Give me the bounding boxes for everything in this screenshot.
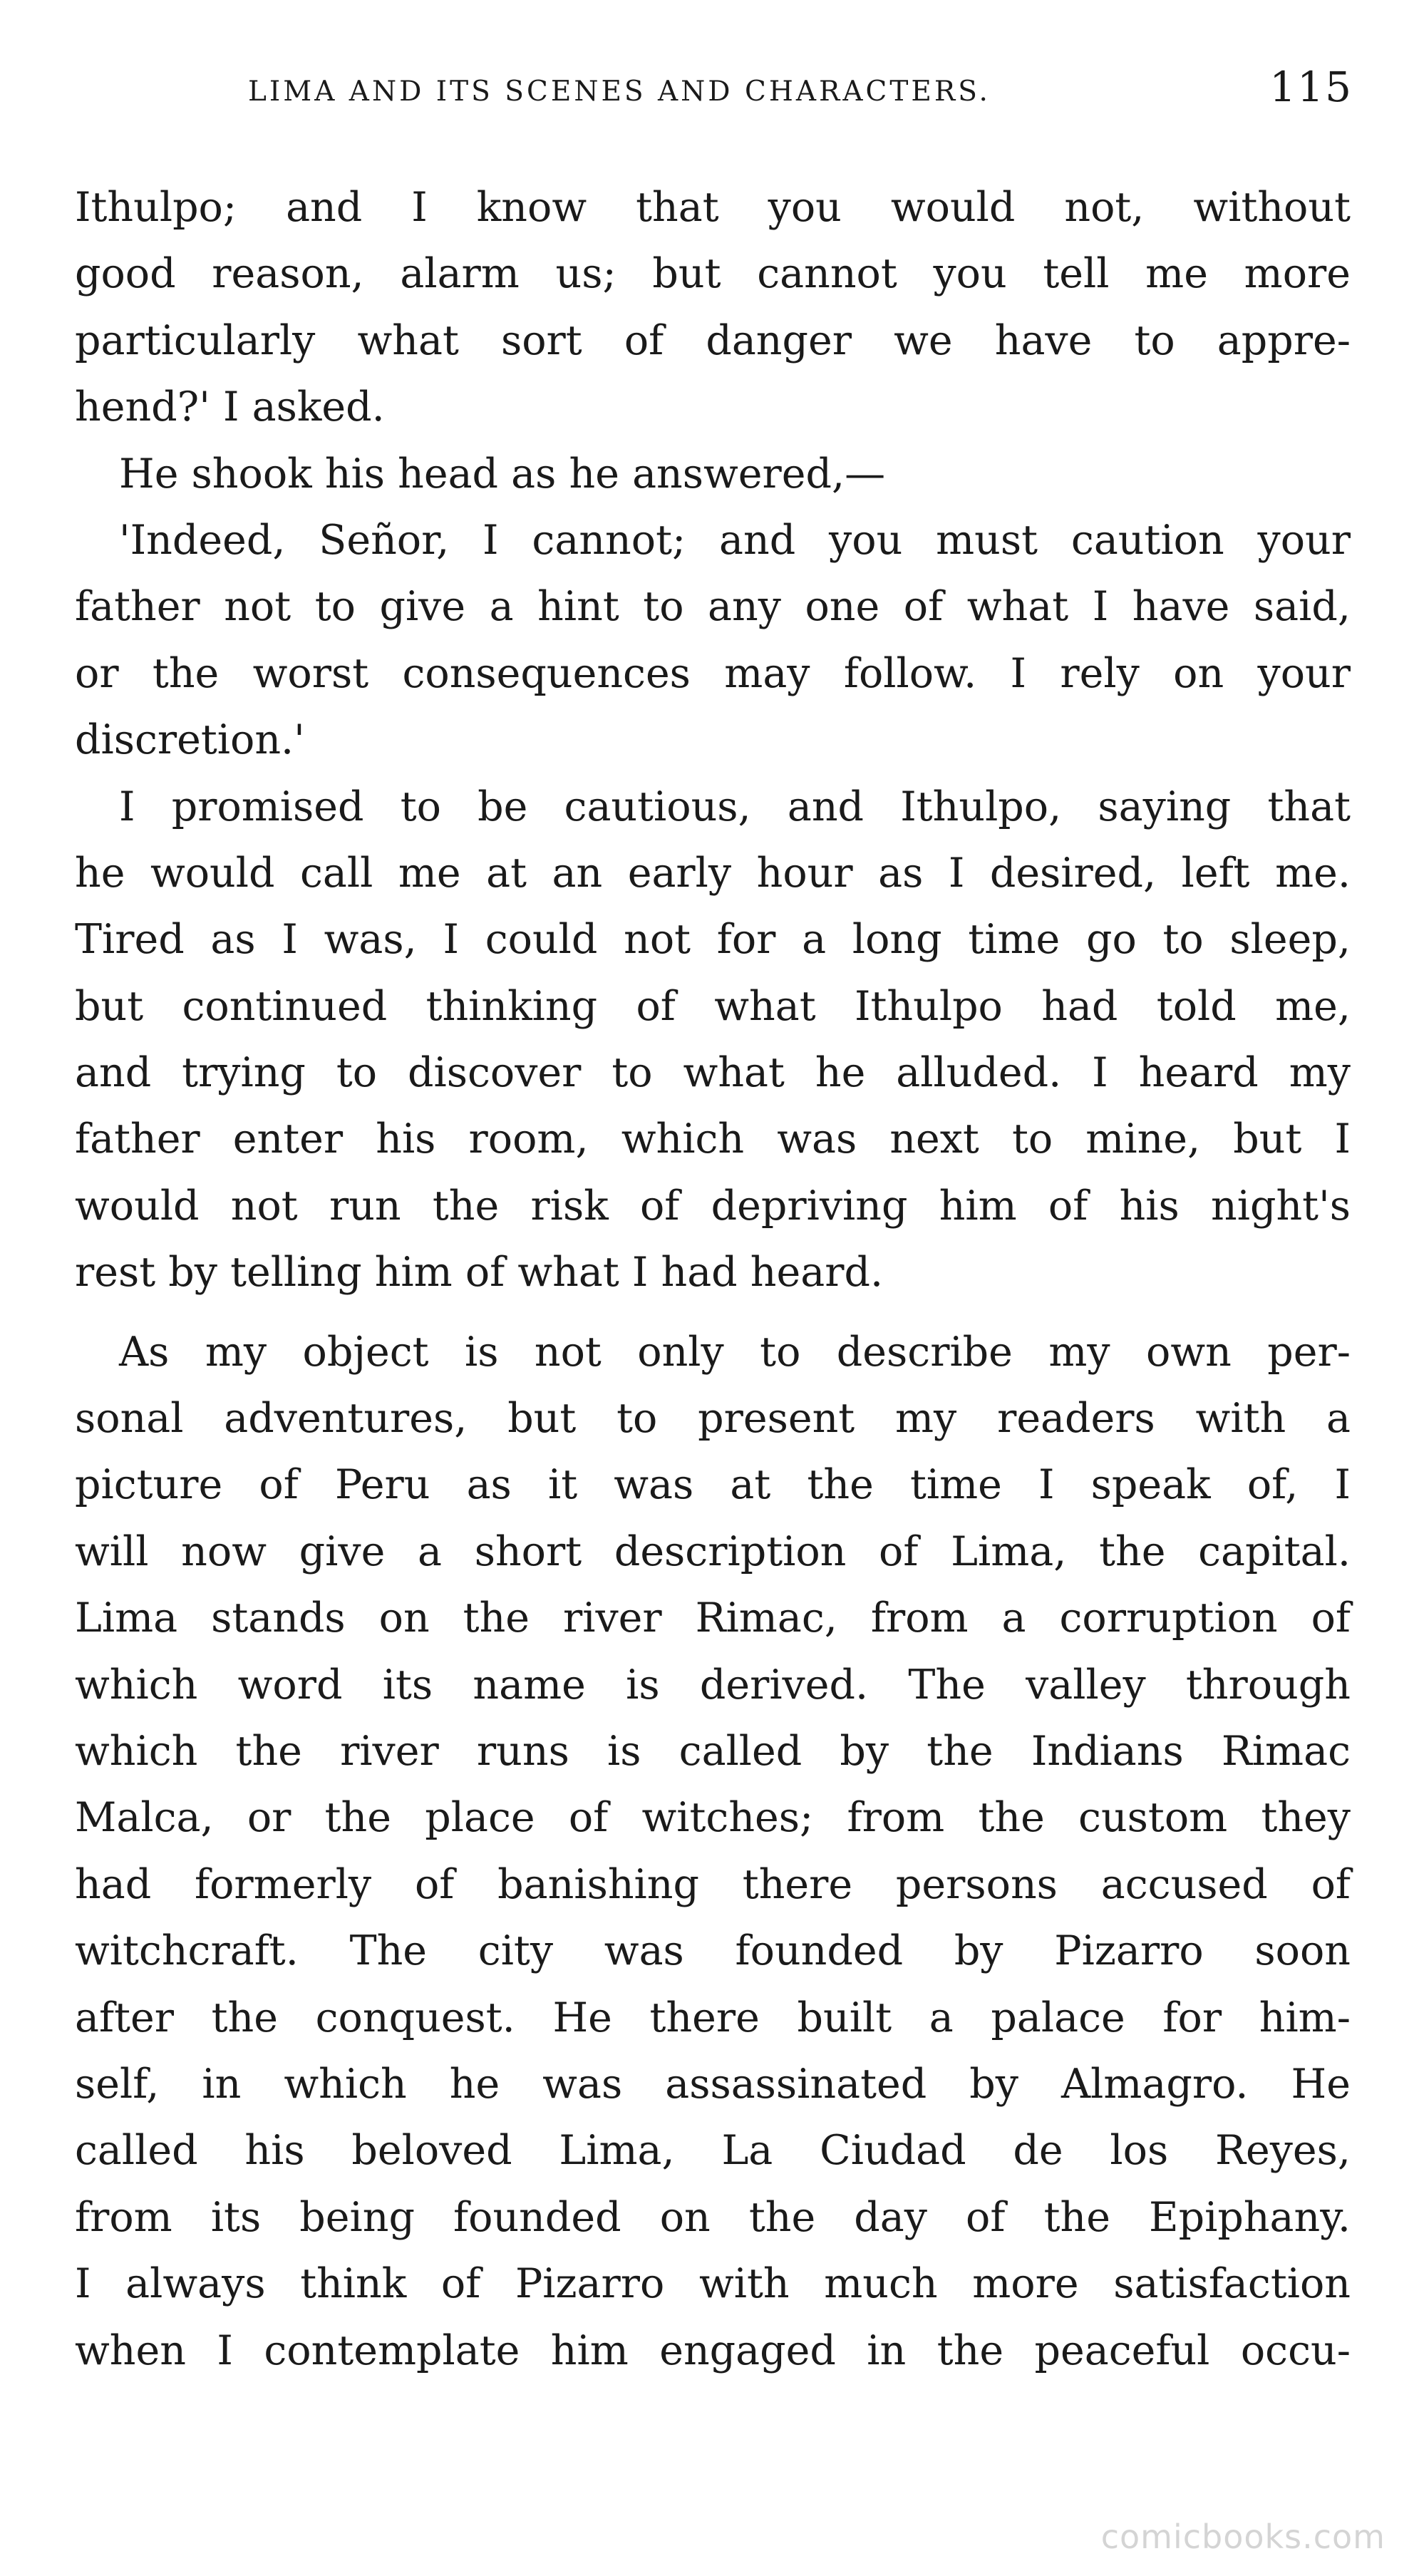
text-line: He shook his head as he answered,—	[119, 450, 886, 498]
text-line: particularly what sort of danger we have to appre-	[75, 316, 1351, 364]
body-text	[75, 175, 1351, 2384]
running-head	[248, 63, 1353, 134]
text-line: witchcraft. The city was founded by Pizarro soon	[75, 1927, 1351, 1975]
text-line: I promised to be cautious, and Ithulpo, saying that	[119, 783, 1351, 830]
text-line: after the conquest. He there built a palace for him-	[75, 1994, 1351, 2041]
text-line: I always think of Pizarro with much more satisfaction	[75, 2260, 1351, 2308]
text-line: or the worst consequences may follow. I rely on your	[75, 649, 1351, 697]
text-line: father not to give a hint to any one of what I have said,	[75, 583, 1351, 631]
page-number: 115	[1269, 63, 1353, 111]
text-line: Tired as I was, I could not for a long time go to sleep,	[75, 916, 1351, 964]
text-line: which word its name is derived. The valley through	[75, 1661, 1351, 1709]
text-line: he would call me at an early hour as I desired, left me.	[75, 849, 1351, 897]
watermark: comicbooks.com	[1100, 2518, 1385, 2556]
text-line: Lima stands on the river Rimac, from a corruption of	[75, 1594, 1351, 1642]
text-line: sonal adventures, but to present my readers with a	[75, 1395, 1351, 1443]
text-line: Ithulpo; and I know that you would not, without	[75, 184, 1351, 231]
text-line: picture of Peru as it was at the time I speak of, I	[75, 1461, 1351, 1509]
text-line: self, in which he was assassinated by Almagro. He	[75, 2060, 1351, 2108]
text-line: good reason, alarm us; but cannot you tell me more	[75, 250, 1351, 298]
text-line: Malca, or the place of witches; from the custom they	[75, 1794, 1351, 1842]
text-line: and trying to discover to what he alluded. I heard my	[75, 1049, 1351, 1097]
text-line: 'Indeed, Señor, I cannot; and you must caution your	[119, 516, 1351, 564]
text-line: discretion.'	[75, 716, 305, 764]
text-line: hend?' I asked.	[75, 383, 385, 431]
text-line: will now give a short description of Lima, the capital.	[75, 1527, 1351, 1575]
text-line: when I contemplate him engaged in the peaceful occu-	[75, 2327, 1351, 2374]
text-line: As my object is not only to describe my own per-	[119, 1328, 1351, 1376]
text-line: which the river runs is called by the Indians Rimac	[75, 1727, 1351, 1775]
text-line: called his beloved Lima, La Ciudad de los Reyes,	[75, 2127, 1351, 2175]
text-line: would not run the risk of depriving him of his night's	[75, 1182, 1351, 1230]
text-line: from its being founded on the day of the Epiphany.	[75, 2193, 1351, 2241]
running-title: LIMA AND ITS SCENES AND CHARACTERS.	[248, 76, 991, 108]
text-line: but continued thinking of what Ithulpo had told me,	[75, 982, 1351, 1030]
text-line: had formerly of banishing there persons accused of	[75, 1860, 1351, 1908]
text-line: rest by telling him of what I had heard.	[75, 1249, 884, 1297]
text-line: father enter his room, which was next to mine, but I	[75, 1116, 1351, 1163]
